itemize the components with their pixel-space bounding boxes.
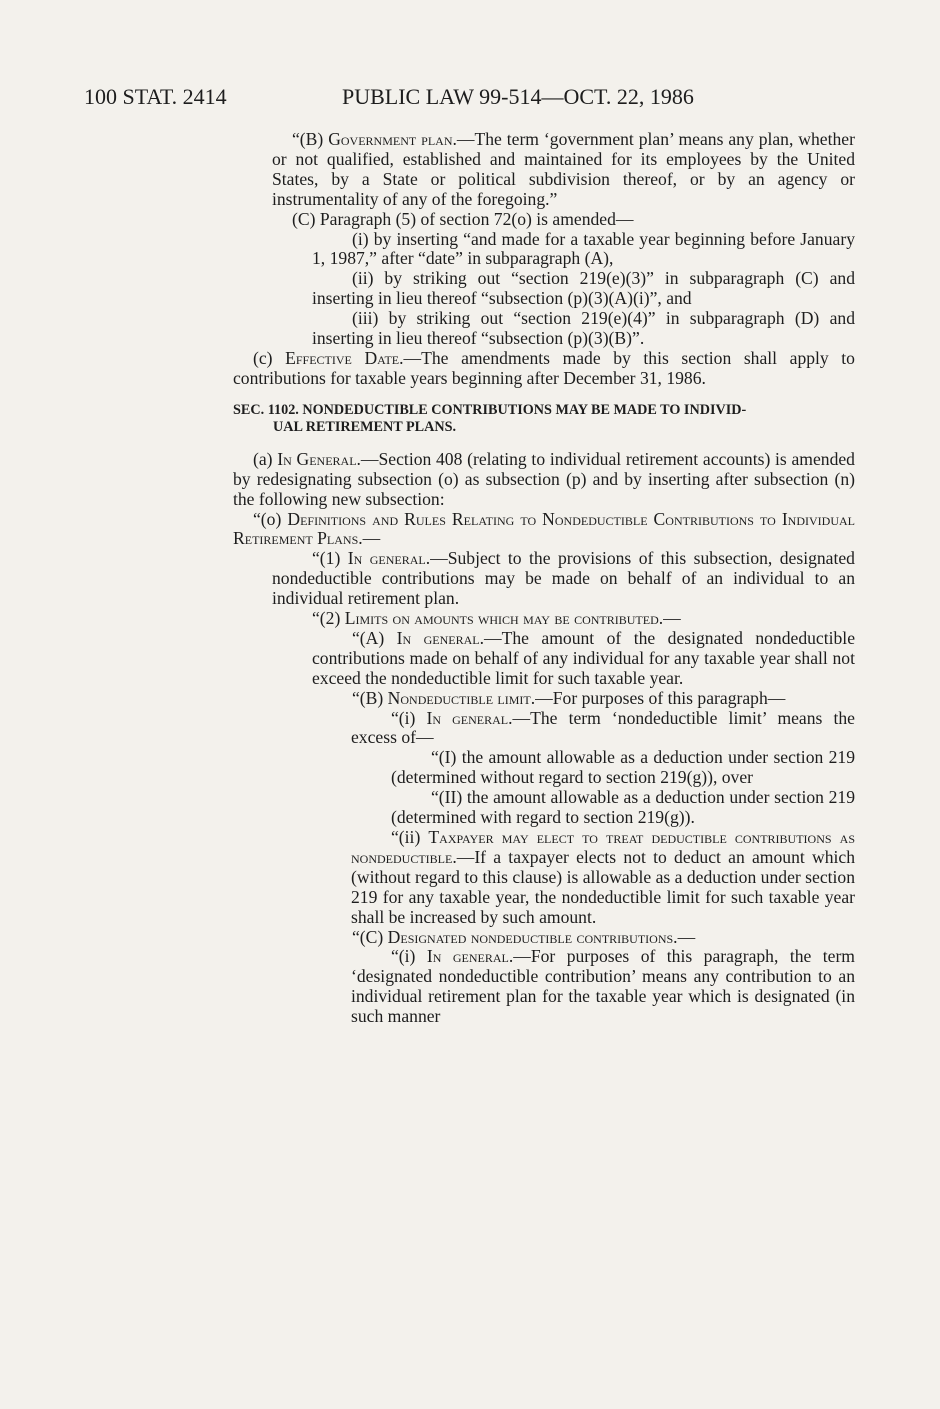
subparagraph-o-2-c-heading: “(C) Designated nondeductible contributions.— xyxy=(352,926,696,947)
subparagraph-o-2-b: “(B) Nondeductible limit.—For purposes of this paragraph— xyxy=(352,687,786,708)
effective-date: (c) Effective Date.—The amendments made by this section shall apply to contributions for taxable years beginning after December 31, 1986. xyxy=(233,347,855,388)
paragraph-o-1: “(1) In general.—Subject to the provisions of this subsection, designated nondeductible contributions may be made on behalf of an individual to an individual retirement plan. xyxy=(272,548,855,609)
section-heading-line2: UAL RETIREMENT PLANS. xyxy=(273,418,457,435)
government-plan-definition: “(B) Government plan.—The term ‘government plan’ means any plan, whether or not qualified, established and maintained for its employees by the United States, by a State or political subdivision thereof, or by an agency or instrumentality of any of the foregoing.” xyxy=(272,129,855,209)
clause-o-2-b-i: “(i) In general.—The term ‘nondeductible limit’ means the excess of— xyxy=(351,707,855,748)
clause-o-2-c-i: “(i) In general.—For purposes of this paragraph, the term ‘designated nondeductible contribution’ means any contribution to an individual retirement plan for the taxable year which is designated (in such manner xyxy=(351,946,855,1027)
section-heading-line1: SEC. 1102. NONDEDUCTIBLE CONTRIBUTIONS MAY BE MADE TO INDIVID- xyxy=(233,401,747,418)
stat-page-number: 100 STAT. 2414 xyxy=(84,84,227,109)
subsection-o-heading: “(o) Definitions and Rules Relating to Nondeductible Contributions to Individual Retirement Plans.— xyxy=(233,508,855,549)
subsection-a-in-general: (a) In General.—Section 408 (relating to individual retirement accounts) is amended by redesignating subsection (o) as subsection (p) and by inserting after subsection (n) the following new subsection: xyxy=(233,448,855,509)
clause-c-iii: (iii) by striking out “section 219(e)(4)” in subparagraph (D) and inserting in lieu thereof “subsection (p)(3)(B)”. xyxy=(312,308,855,349)
subparagraph-o-2-a: “(A) In general.—The amount of the designated nondeductible contributions made on behalf of any individual for any taxable year shall not exceed the nondeductible limit for such taxable year. xyxy=(312,627,855,688)
paragraph-c-amendment: (C) Paragraph (5) of section 72(o) is amended— xyxy=(292,208,634,229)
clause-o-2-b-ii: “(ii) Taxpayer may elect to treat deductible contributions as nondeductible.—If a taxpayer elects not to deduct an amount which (without regard to this clause) is allowable as a deduction under section 219 for any taxable year, the nondeductible limit for such taxable year shall be increased by such amount. xyxy=(351,827,855,927)
clause-c-i: (i) by inserting “and made for a taxable year beginning before January 1, 1987,” after “date” in subparagraph (A), xyxy=(312,228,855,269)
clause-c-ii: (ii) by striking out “section 219(e)(3)” in subparagraph (C) and inserting in lieu thereof “subsection (p)(3)(A)(i)”, and xyxy=(312,268,855,309)
section-heading xyxy=(233,402,855,436)
statute-body xyxy=(233,130,855,1027)
subclause-II: “(II) the amount allowable as a deduction under section 219 (determined with regard to section 219(g)). xyxy=(391,787,855,828)
public-law-citation: PUBLIC LAW 99-514—OCT. 22, 1986 xyxy=(342,84,694,109)
paragraph-o-2-heading: “(2) Limits on amounts which may be contributed.— xyxy=(312,608,681,629)
subclause-I: “(I) the amount allowable as a deduction under section 219 (determined without regard to section 219(g)), over xyxy=(391,747,855,788)
